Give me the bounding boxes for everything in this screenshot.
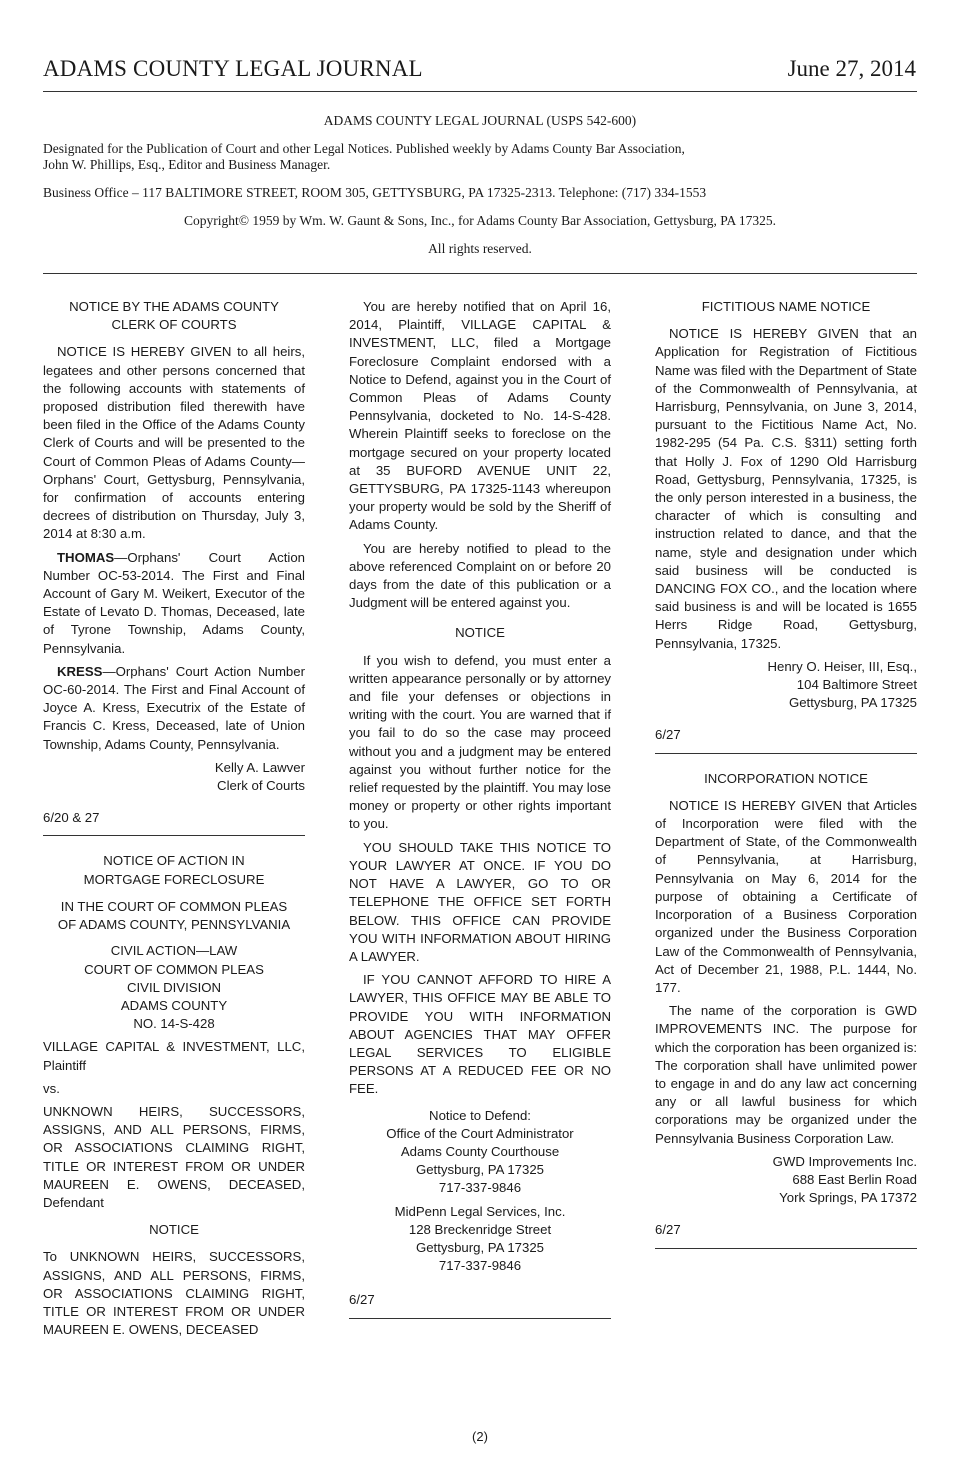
inc-sig-line-2: 688 East Berlin Road xyxy=(792,1171,917,1187)
address-2-phone: 717-337-9846 xyxy=(438,1258,522,1274)
foreclosure-notice-heading: NOTICE xyxy=(149,1222,199,1238)
civil-caption-line-4: ADAMS COUNTY xyxy=(120,997,228,1013)
page-number: (2) xyxy=(472,1429,488,1444)
fictitious-name-body: NOTICE IS HEREBY GIVEN that an Application for Registration of Fictitious Name was filed with the Department of State of the Commonwealth of Pennsylvania, at Harrisburg, Pennsylvania, on June 3, 2014, pursuant to the Fictitious Name Act, No. 1982-295 (54 Pa. C.S. §311) setting forth that Holly J. Fox of 1290 Old Harrisburg Road, Gettysburg, Pennsylvania, 17325, is the only person interested in a business, the character of which is consulting and instruction related to dance, and that the name, style and designation under which said business will be conducted is DANCING FOX CO., and the location where said business is and will be located is 1655 Herrs Ridge Road, Gettysburg, Pennsylvania, 17325. xyxy=(655,326,917,651)
incorporation-date: 6/27 xyxy=(655,1222,681,1238)
court-caption-line-2: OF ADAMS COUNTY, PENNSYLVANIA xyxy=(57,917,291,933)
foreclosure-notice-p1: You are hereby notified that on April 16, 2014, Plaintiff, VILLAGE CAPITAL & INVESTMENT, LLC, filed a Mortgage Foreclosure Complaint endorsed with a Notice to Defend, against you in the Court of Common Pleas of Adams County Pennsylvania, docketed to No. 14-S-428. Wherein Plaintiff seeks to foreclose on the mortgage secured on your property located at 35 BUFORD AVENUE UNIT 22, GETTYSBURG, PA 17325-1143 whereupon your property would be sold by the Sheriff of Adams County. xyxy=(349,299,611,533)
plaintiff-line: VILLAGE CAPITAL & INVESTMENT, LLC, Plaintiff xyxy=(43,1039,305,1073)
foreclosure-heading xyxy=(43,852,305,888)
inc-sig-line-3: York Springs, PA 17372 xyxy=(779,1190,917,1206)
foreclosure-notice-date: 6/27 xyxy=(349,1292,375,1308)
court-administrator-address xyxy=(349,1107,611,1198)
address-2-line-3: Gettysburg, PA 17325 xyxy=(415,1239,545,1255)
column-middle xyxy=(349,298,611,1335)
inc-sig-line-1: GWD Improvements Inc. xyxy=(772,1153,917,1169)
foreclosure-heading-line-2: MORTGAGE FORECLOSURE xyxy=(83,871,265,887)
clerk-notice-heading xyxy=(43,298,305,334)
midpenn-address xyxy=(349,1203,611,1276)
clerk-sig-name: Kelly A. Lawver xyxy=(214,759,305,775)
fict-sig-line-3: Gettysburg, PA 17325 xyxy=(788,695,917,711)
defendant-line: UNKNOWN HEIRS, SUCCESSORS, ASSIGNS, AND ALL PERSONS, FIRMS, OR ASSOCIATIONS CLAIMING RIGHT, TITLE OR INTEREST FROM OR UNDER MAUREEN E. OWENS, DECEASED, Defendant xyxy=(43,1103,305,1210)
clerk-sig-title: Clerk of Courts xyxy=(217,778,305,794)
address-1-phone: 717-337-9846 xyxy=(438,1180,522,1196)
docket-number: NO. 14-S-428 xyxy=(133,1016,215,1032)
civil-caption-line-3: CIVIL DIVISION xyxy=(126,979,222,995)
masthead-rights: All rights reserved. xyxy=(428,241,532,256)
clerk-heading-line-2: CLERK OF COURTS xyxy=(111,317,237,333)
column-right xyxy=(655,298,917,1265)
address-1-line-2: Office of the Court Administrator xyxy=(386,1125,574,1141)
kress-name: KRESS xyxy=(57,663,103,679)
kress-entry xyxy=(43,663,305,754)
journal-title: ADAMS COUNTY LEGAL JOURNAL xyxy=(43,56,423,81)
thomas-body: —Orphans' Court Action Number OC-53-2014. The First and Final Account of Gary M. Weikert, Executor of the Estate of Levato D. Thomas, Deceased, late of Tyrone Township, Adams County, Pennsylvania. xyxy=(43,549,305,656)
separator-rule xyxy=(655,753,917,754)
notice-to-defend-p3: IF YOU CANNOT AFFORD TO HIRE A LAWYER, THIS OFFICE MAY BE ABLE TO PROVIDE YOU WITH INFORMATION ABOUT AGENCIES THAT MAY OFFER LEGAL SERVICES TO ELIGIBLE PERSONS AT A REDUCED FEE OR NO FEE. xyxy=(349,972,611,1097)
incorporation-body-2: The name of the corporation is GWD IMPROVEMENTS INC. The purpose for which the corporation has been organized is: The corporation shall have unlimited power to engage in and do any law act concerning any or all lawful business for which corporations may be organized under the Pennsylvania Business Corporation Law. xyxy=(655,1003,917,1146)
civil-caption xyxy=(43,942,305,1033)
masthead-designation-line-1: Designated for the Publication of Court and other Legal Notices. Published weekly by Adams County Bar Association, xyxy=(43,141,685,156)
masthead-designation-line-2: John W. Phillips, Esq., Editor and Business Manager. xyxy=(43,157,331,172)
notice-to-defend-heading: NOTICE xyxy=(455,625,505,641)
civil-caption-line-2: COURT OF COMMON PLEAS xyxy=(84,961,264,977)
masthead-copyright: Copyright© 1959 by Wm. W. Gaunt & Sons, Inc., for Adams County Bar Association, Gettysburg, PA 17325. xyxy=(183,213,777,228)
header-rule xyxy=(43,91,917,92)
masthead-journal-line: ADAMS COUNTY LEGAL JOURNAL (USPS 542-600) xyxy=(323,113,637,128)
masthead-business-office: Business Office – 117 BALTIMORE STREET, ROOM 305, GETTYSBURG, PA 17325-2313. Telephone: (717) 334-1553 xyxy=(43,185,707,200)
notice-to-defend-p1: If you wish to defend, you must enter a written appearance personally or by attorney and file your defenses or objections in writing with the court. You are warned that if you fail to do so the case may proceed without you and a judgment may be entered against you without further notice for the relief requested by the plaintiff. You may lose money or property or other rights important to you. xyxy=(349,652,611,832)
notice-to-defend-p2: YOU SHOULD TAKE THIS NOTICE TO YOUR LAWYER AT ONCE. IF YOU DO NOT HAVE A LAWYER, GO TO OR TELEPHONE THE OFFICE SET FORTH BELOW. THIS OFFICE CAN PROVIDE YOU WITH INFORMATION ABOUT HIRING A LAWYER. xyxy=(349,839,611,964)
separator-rule xyxy=(655,1248,917,1249)
kress-body: —Orphans' Court Action Number OC-60-2014. The First and Final Account of Joyce A. Kress, Executrix of the Estate of Francis C. Kress, Deceased, late of Union Township, Adams County, Pennsylvania. xyxy=(43,663,305,752)
versus-line: vs. xyxy=(43,1080,60,1096)
separator-rule xyxy=(349,1318,611,1319)
notice-to-defendants: To UNKNOWN HEIRS, SUCCESSORS, ASSIGNS, AND ALL PERSONS, FIRMS, OR ASSOCIATIONS CLAIMING RIGHT, TITLE OR INTEREST FROM OR UNDER MAUREEN E. OWENS, DECEASED xyxy=(43,1249,305,1338)
address-1-line-4: Gettysburg, PA 17325 xyxy=(415,1162,545,1178)
incorporation-signature xyxy=(655,1153,917,1208)
address-2-line-1: MidPenn Legal Services, Inc. xyxy=(394,1203,566,1219)
clerk-notice-body: NOTICE IS HEREBY GIVEN to all heirs, legatees and other persons concerned that the following accounts with statements of proposed distribution filed therewith have been filed in the Office of the Adams County Clerk of Courts and will be presented to the Court of Common Pleas of Adams County—Orphans' Court, Gettysburg, Pennsylvania, for confirmation of accounts entering decrees of distribution on Thursday, July 3, 2014 at 8:30 a.m. xyxy=(43,344,305,542)
court-caption-line-1: IN THE COURT OF COMMON PLEAS xyxy=(60,898,288,914)
incorporation-heading: INCORPORATION NOTICE xyxy=(704,770,868,786)
incorporation-body-1: NOTICE IS HEREBY GIVEN that Articles of Incorporation were filed with the Department of State, of the Commonwealth of Pennsylvania, at Harrisburg, Pennsylvania on May 6, 2014 for the purpose of obtaining a Certificate of Incorporation of a Business Corporation organized under the Business Corporation Law of the Commonwealth of Pennsylvania, Act of December 21, 1988, P.L. 1444, No. 177. xyxy=(655,797,917,995)
clerk-signature xyxy=(43,759,305,795)
fict-sig-line-2: 104 Baltimore Street xyxy=(796,677,917,693)
foreclosure-heading-line-1: NOTICE OF ACTION IN xyxy=(103,853,245,869)
clerk-heading-line-1: NOTICE BY THE ADAMS COUNTY xyxy=(69,299,279,314)
civil-caption-line-1: CIVIL ACTION—LAW xyxy=(110,943,238,959)
separator-rule xyxy=(43,835,305,836)
fictitious-name-heading: FICTITIOUS NAME NOTICE xyxy=(701,299,871,314)
issue-date: June 27, 2014 xyxy=(787,56,916,81)
fict-sig-line-1: Henry O. Heiser, III, Esq., xyxy=(767,658,917,674)
clerk-notice-date: 6/20 & 27 xyxy=(43,810,100,826)
foreclosure-notice-p2: You are hereby notified to plead to the above referenced Complaint on or before 20 days from the date of this publication or a Judgment will be entered against you. xyxy=(349,540,611,611)
address-1-line-3: Adams County Courthouse xyxy=(400,1143,560,1159)
fictitious-name-date: 6/27 xyxy=(655,727,681,743)
masthead-rule xyxy=(43,273,917,274)
fictitious-name-signature xyxy=(655,658,917,713)
thomas-name: THOMAS xyxy=(57,549,115,565)
address-1-line-1: Notice to Defend: xyxy=(429,1107,531,1123)
thomas-entry xyxy=(43,549,305,658)
masthead-designation xyxy=(43,141,917,173)
address-2-line-2: 128 Breckenridge Street xyxy=(408,1221,552,1237)
court-caption xyxy=(43,898,305,934)
column-left xyxy=(43,298,305,1344)
